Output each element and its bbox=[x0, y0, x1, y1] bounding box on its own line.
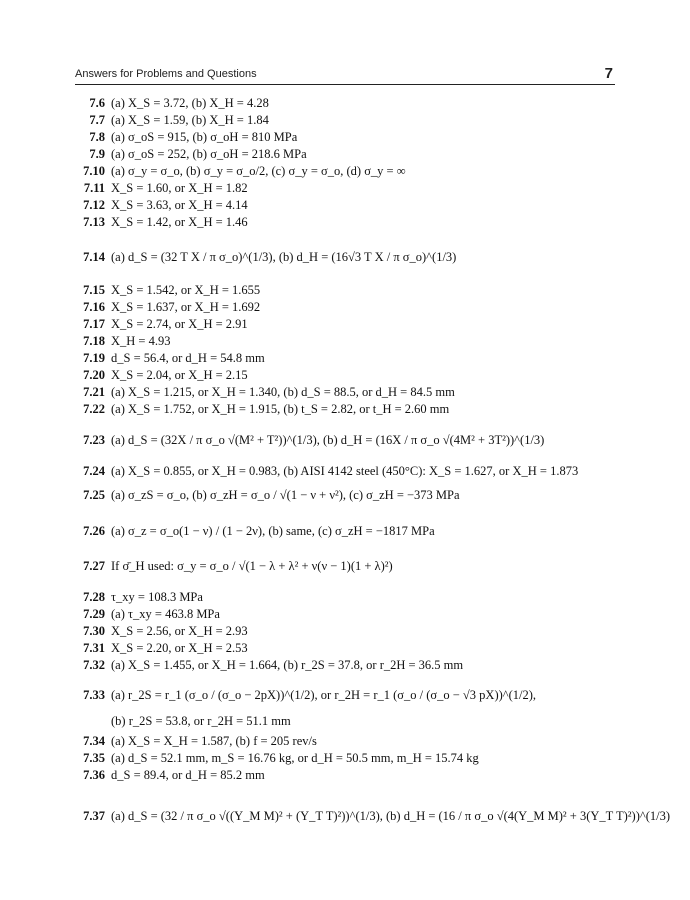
answer-item bbox=[75, 113, 269, 128]
answer-text: (a) σ_y = σ_o, (b) σ_y = σ_o/2, (c) σ_y = σ_o, (d) σ_y = ∞ bbox=[111, 164, 406, 178]
answer-text: (a) d_S = (32 / π σ_o √((Y_M M)² + (Y_T T)²))^(1/3), (b) d_H = (16 / π σ_o √(4(Y_M M)² + 3(Y_T T)²))^(1/3) bbox=[111, 809, 671, 823]
answer-text: (a) σ_oS = 252, (b) σ_oH = 218.6 MPa bbox=[111, 147, 307, 161]
answer-text: X_H = 4.93 bbox=[111, 334, 171, 348]
answer-text: d_S = 56.4, or d_H = 54.8 mm bbox=[111, 351, 265, 365]
answer-text: (a) σ_zS = σ_o, (b) σ_zH = σ_o / √(1 − ν + ν²), (c) σ_zH = −373 MPa bbox=[111, 488, 460, 502]
answer-item bbox=[75, 524, 435, 539]
answer-item bbox=[75, 198, 248, 213]
answer-item bbox=[75, 734, 317, 749]
problem-number: 7.33 bbox=[83, 688, 105, 702]
answer-text: (a) X_S = 3.72, (b) X_H = 4.28 bbox=[111, 96, 269, 110]
answer-text: (a) X_S = X_H = 1.587, (b) f = 205 rev/s bbox=[111, 734, 317, 748]
answer-item bbox=[75, 351, 265, 366]
answer-item bbox=[75, 385, 455, 400]
answer-text: (b) r_2S = 53.8, or r_2H = 51.1 mm bbox=[111, 714, 291, 728]
problem-number: 7.22 bbox=[83, 402, 105, 416]
problem-number: 7.12 bbox=[83, 198, 105, 212]
problem-number: 7.23 bbox=[83, 433, 105, 447]
problem-number: 7.36 bbox=[83, 768, 105, 782]
problem-number: 7.6 bbox=[89, 96, 105, 110]
problem-number: 7.30 bbox=[83, 624, 105, 638]
answer-text: (a) d_S = (32 T X / π σ_o)^(1/3), (b) d_H = (16√3 T X / π σ_o)^(1/3) bbox=[111, 250, 457, 264]
problem-number: 7.32 bbox=[83, 658, 105, 672]
answer-text: d_S = 89.4, or d_H = 85.2 mm bbox=[111, 768, 265, 782]
answer-text: X_S = 2.04, or X_H = 2.15 bbox=[111, 368, 248, 382]
problem-number: 7.9 bbox=[89, 147, 105, 161]
answer-text: τ_xy = 108.3 MPa bbox=[111, 590, 203, 604]
problem-number: 7.15 bbox=[83, 283, 105, 297]
problem-number: 7.35 bbox=[83, 751, 105, 765]
problem-number: 7.27 bbox=[83, 559, 105, 573]
answer-item bbox=[75, 334, 170, 349]
answer-text: X_S = 3.63, or X_H = 4.14 bbox=[111, 198, 248, 212]
problem-number: 7.7 bbox=[89, 113, 105, 127]
answer-item bbox=[75, 402, 449, 417]
problem-number: 7.16 bbox=[83, 300, 105, 314]
running-title: Answers for Problems and Questions bbox=[75, 68, 257, 80]
answer-item bbox=[75, 283, 260, 298]
answer-item bbox=[75, 658, 463, 673]
answer-item bbox=[75, 751, 479, 766]
answer-text: (a) τ_xy = 463.8 MPa bbox=[111, 607, 220, 621]
answer-item bbox=[75, 250, 456, 265]
problem-number: 7.34 bbox=[83, 734, 105, 748]
answer-item bbox=[75, 488, 460, 503]
answer-text: (a) r_2S = r_1 (σ_o / (σ_o − 2pX))^(1/2), or r_2H = r_1 (σ_o / (σ_o − √3 pX))^(1/2), bbox=[111, 688, 537, 702]
answer-item bbox=[75, 688, 536, 703]
answer-text: X_S = 1.542, or X_H = 1.655 bbox=[111, 283, 261, 297]
answer-item bbox=[75, 559, 393, 574]
problem-number: 7.17 bbox=[83, 317, 105, 331]
problem-number: 7.31 bbox=[83, 641, 105, 655]
problem-number: 7.37 bbox=[83, 809, 105, 823]
answer-item bbox=[75, 809, 670, 824]
answer-text: X_S = 2.56, or X_H = 2.93 bbox=[111, 624, 248, 638]
answer-text: (a) X_S = 1.752, or X_H = 1.915, (b) t_S = 2.82, or t_H = 2.60 mm bbox=[111, 402, 450, 416]
problem-number: 7.25 bbox=[83, 488, 105, 502]
problem-number: 7.8 bbox=[89, 130, 105, 144]
page-number: 7 bbox=[604, 65, 613, 82]
answer-text: (a) X_S = 1.215, or X_H = 1.340, (b) d_S = 88.5, or d_H = 84.5 mm bbox=[111, 385, 455, 399]
answer-item bbox=[75, 164, 406, 179]
answer-item bbox=[75, 96, 269, 111]
answer-item bbox=[75, 317, 248, 332]
problem-number: 7.26 bbox=[83, 524, 105, 538]
answer-text: (a) X_S = 0.855, or X_H = 0.983, (b) AISI 4142 steel (450°C): X_S = 1.627, or X_H = 1.873 bbox=[111, 464, 579, 478]
answer-item bbox=[75, 215, 248, 230]
answer-item bbox=[75, 147, 307, 162]
problem-number: 7.13 bbox=[83, 215, 105, 229]
answer-item bbox=[75, 590, 203, 605]
problem-number: 7.28 bbox=[83, 590, 105, 604]
problem-number: 7.19 bbox=[83, 351, 105, 365]
answer-text: X_S = 2.74, or X_H = 2.91 bbox=[111, 317, 248, 331]
answer-text: (a) X_S = 1.59, (b) X_H = 1.84 bbox=[111, 113, 269, 127]
page-header bbox=[75, 66, 615, 85]
answer-text: X_S = 1.42, or X_H = 1.46 bbox=[111, 215, 248, 229]
answer-item bbox=[75, 130, 297, 145]
answer-item bbox=[75, 464, 578, 479]
answer-item bbox=[75, 368, 248, 383]
answer-item bbox=[75, 433, 544, 448]
answer-text: (a) d_S = 52.1 mm, m_S = 16.76 kg, or d_H = 50.5 mm, m_H = 15.74 kg bbox=[111, 751, 479, 765]
problem-number: 7.21 bbox=[83, 385, 105, 399]
answer-item bbox=[75, 181, 248, 196]
answer-text: (a) X_S = 1.455, or X_H = 1.664, (b) r_2S = 37.8, or r_2H = 36.5 mm bbox=[111, 658, 464, 672]
answer-text: If σ̄_H used: σ_y = σ_o / √(1 − λ + λ² + ν(ν − 1)(1 + λ)²) bbox=[111, 559, 393, 573]
answer-item bbox=[75, 641, 248, 656]
problem-number: 7.10 bbox=[83, 164, 105, 178]
problem-number: 7.11 bbox=[83, 181, 105, 195]
problem-number: 7.20 bbox=[83, 368, 105, 382]
answer-text: (a) d_S = (32X / π σ_o √(M² + T²))^(1/3), (b) d_H = (16X / π σ_o √(4M² + 3T²))^(1/3) bbox=[111, 433, 545, 447]
answer-text: X_S = 2.20, or X_H = 2.53 bbox=[111, 641, 248, 655]
answer-item bbox=[75, 300, 260, 315]
answer-item bbox=[75, 768, 265, 783]
problem-number: 7.24 bbox=[83, 464, 105, 478]
problem-number: 7.29 bbox=[83, 607, 105, 621]
answer-text: X_S = 1.60, or X_H = 1.82 bbox=[111, 181, 248, 195]
answer-item bbox=[75, 624, 248, 639]
problem-number: 7.18 bbox=[83, 334, 105, 348]
problem-number: 7.14 bbox=[83, 250, 105, 264]
answer-item bbox=[75, 607, 220, 622]
answer-text: X_S = 1.637, or X_H = 1.692 bbox=[111, 300, 261, 314]
answer-text: (a) σ_oS = 915, (b) σ_oH = 810 MPa bbox=[111, 130, 298, 144]
answer-text: (a) σ_z = σ_o(1 − ν) / (1 − 2ν), (b) same, (c) σ_zH = −1817 MPa bbox=[111, 524, 435, 538]
